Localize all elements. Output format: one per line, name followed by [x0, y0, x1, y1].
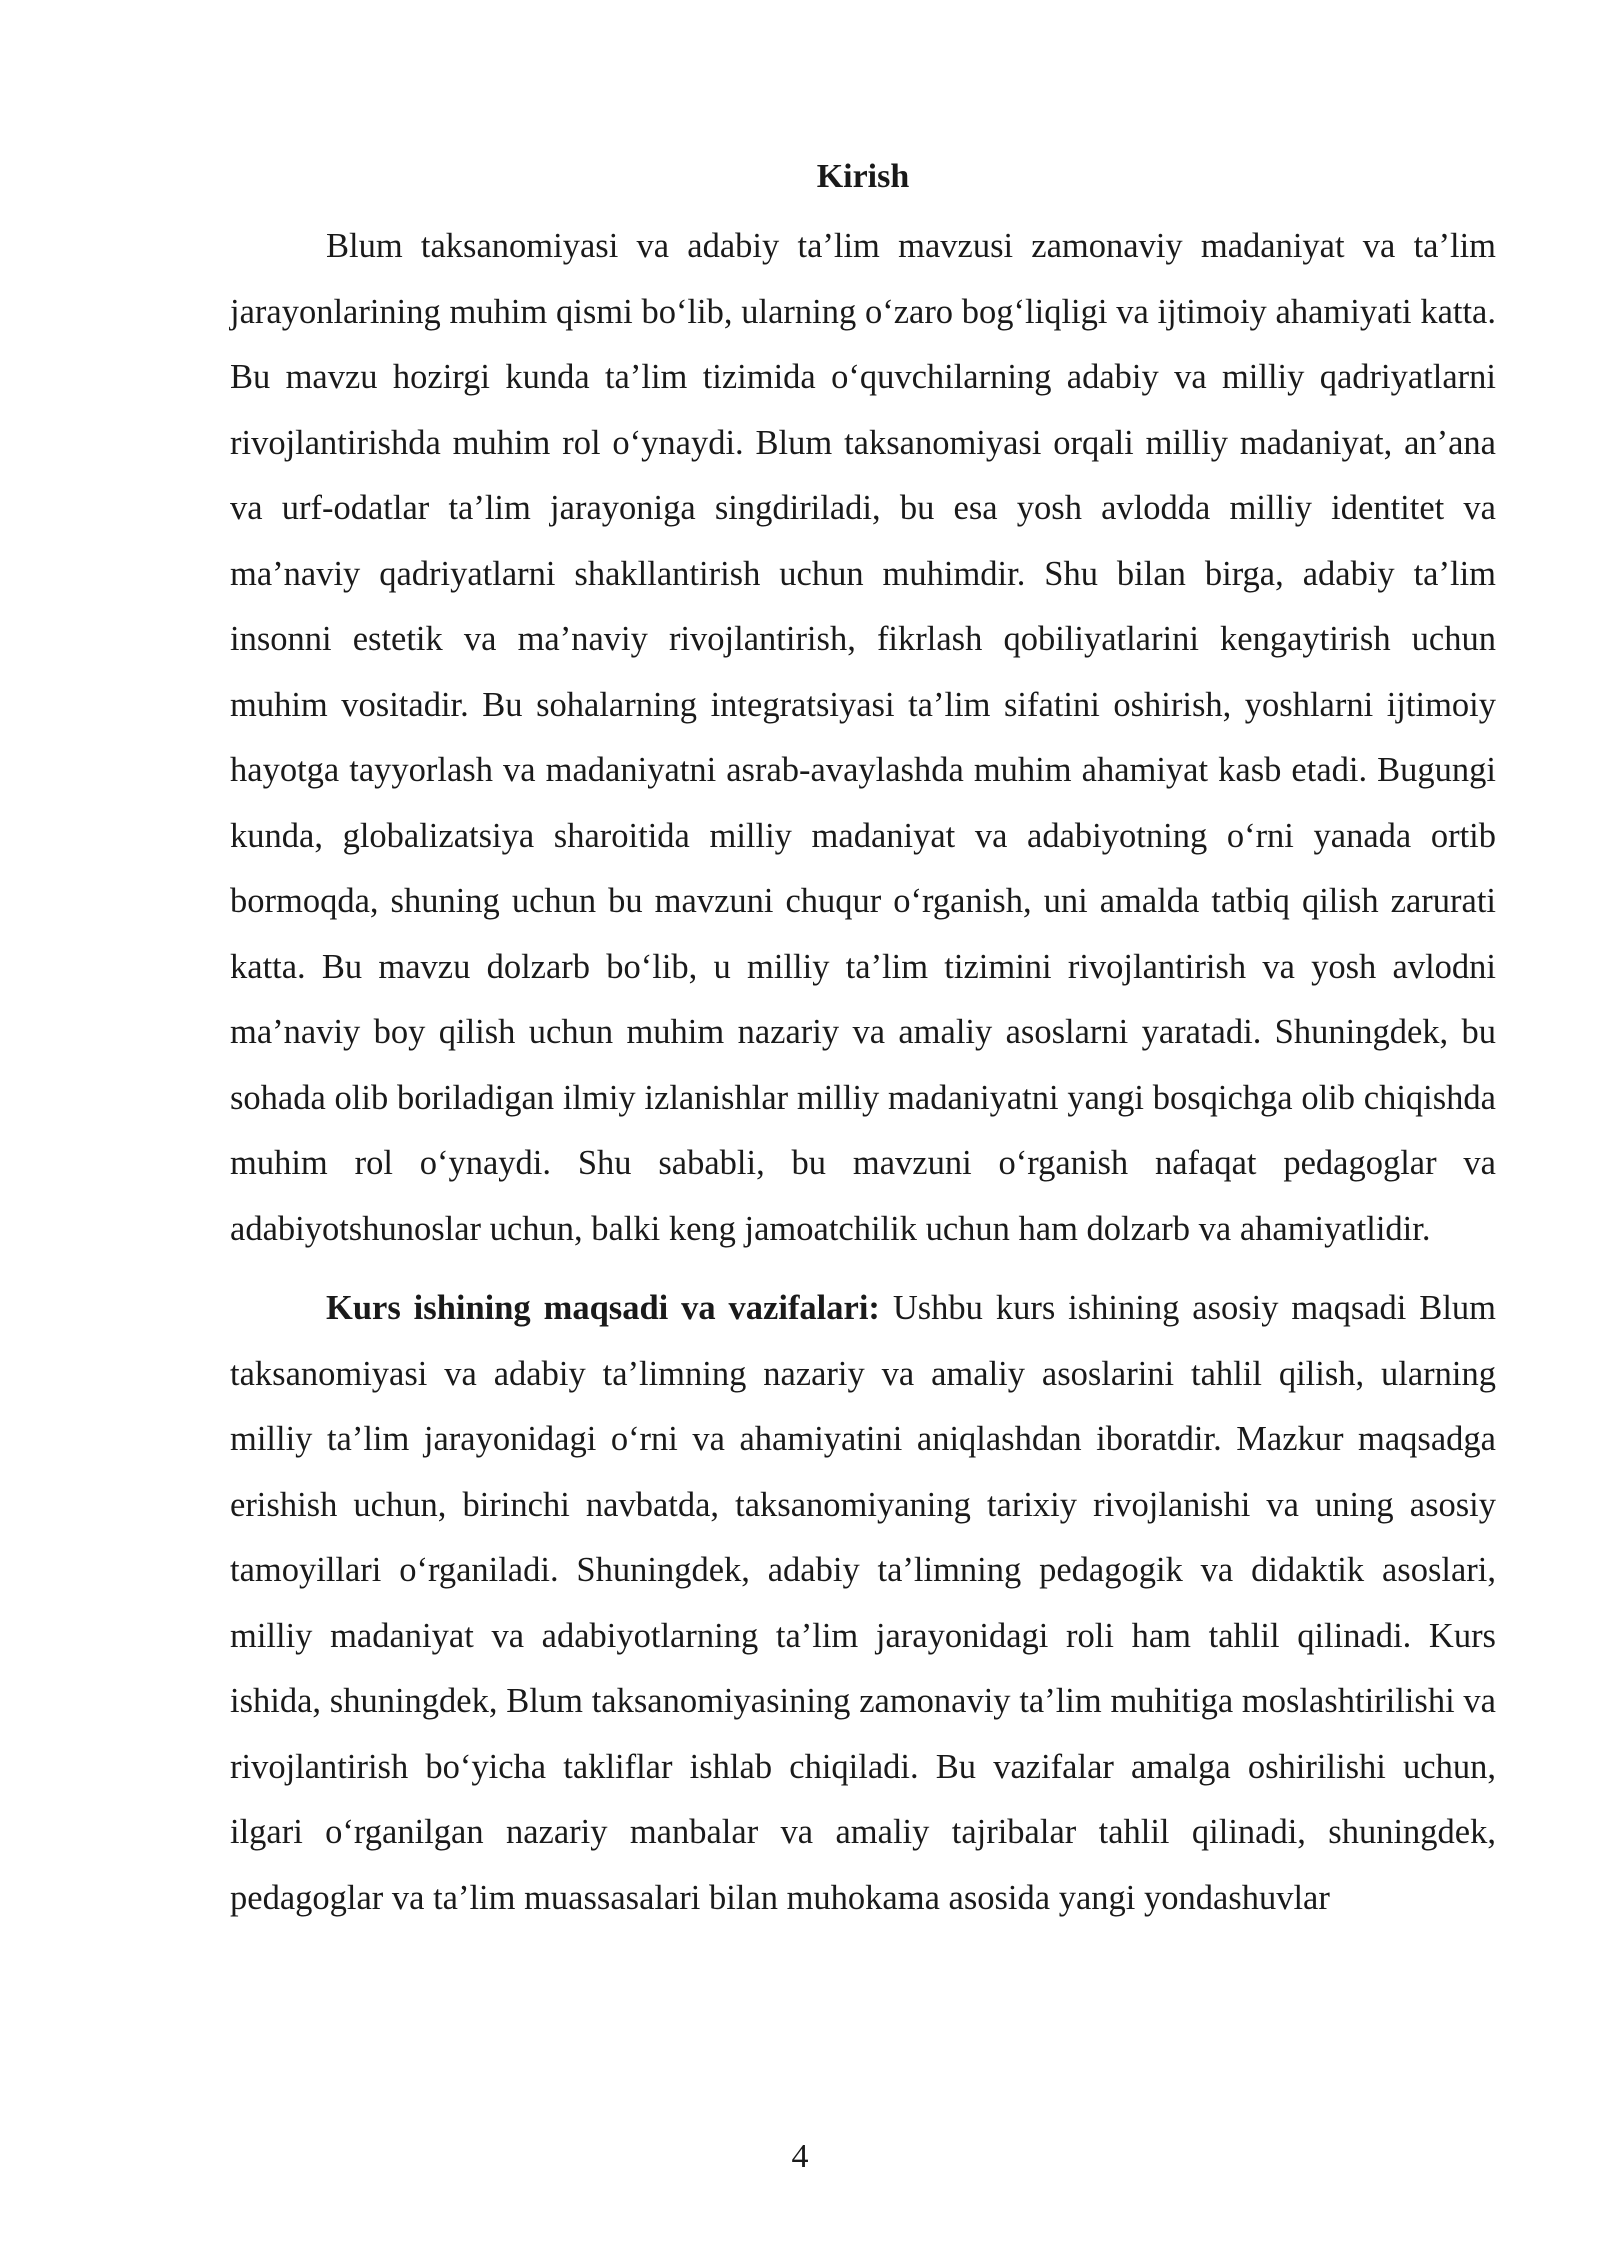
intro-paragraph: Blum taksanomiyasi va adabiy ta’lim mavzusi zamonaviy madaniyat va ta’lim jarayonlarining muhim qismi bo‘lib, ularning o‘zaro bog‘liqligi va ijtimoiy ahamiyati katta. Bu mavzu hozirgi kunda ta’lim tizimida o‘quvchilarning adabiy va milliy qadriyatlarni rivojlantirishda muhim rol o‘ynaydi. Blum taksanomiyasi orqali milliy madaniyat, an’ana va urf-odatlar ta’lim jarayoniga singdiriladi, bu esa yosh avlodda milliy identitet va ma’naviy qadriyatlarni shakllantirish uchun muhimdir. Shu bilan birga, adabiy ta’lim insonni estetik va ma’naviy rivojlantirish, fikrlash qobiliyatlarini kengaytirish uchun muhim vositadir. Bu sohalarning integratsiyasi ta’lim sifatini oshirish, yoshlarni ijtimoiy hayotga tayyorlash va madaniyatni asrab-avaylashda muhim ahamiyat kasb etadi. Bugungi kunda, globalizatsiya sharoitida milliy madaniyat va adabiyotning o‘rni yanada ortib bormoqda, shuning uchun bu mavzuni chuqur o‘rganish, uni amalda tatbiq qilish zarurati katta. Bu mavzu dolzarb bo‘lib, u milliy ta’lim tizimini rivojlantirish va yosh avlodni ma’naviy boy qilish uchun muhim nazariy va amaliy asoslarni yaratadi. Shuningdek, bu sohada olib boriladigan ilmiy izlanishlar milliy madaniyatni yangi bosqichga olib chiqishda muhim rol o‘ynaydi. Shu sababli, bu mavzuni o‘rganish nafaqat pedagoglar va adabiyotshunoslar uchun, balki keng jamoatchilik uchun ham dolzarb va ahamiyatlidir.	[230, 227, 1496, 1248]
goals-paragraph-body: Ushbu kurs ishining asosiy maqsadi Blum taksanomiyasi va adabiy ta’limning nazariy va amaliy asoslarini tahlil qilish, ularning milliy ta’lim jarayonidagi o‘rni va ahamiyatini aniqlashdan iboratdir. Mazkur maqsadga erishish uchun, birinchi navbatda, taksanomiyaning tarixiy rivojlanishi va uning asosiy tamoyillari o‘rganiladi. Shuningdek, adabiy ta’limning pedagogik va didaktik asoslari, milliy madaniyat va adabiyotlarning ta’lim jarayonidagi roli ham tahlil qilinadi. Kurs ishida, shuningdek, Blum taksanomiyasining zamonaviy ta’lim muhitiga moslashtirilishi va rivojlantirish bo‘yicha takliflar ishlab chiqiladi. Bu vazifalar amalga oshirilishi uchun, ilgari o‘rganilgan nazariy manbalar va amaliy tajribalar tahlil qilinadi, shuningdek, pedagoglar va ta’lim muassasalari bilan muhokama asosida yangi yondashuvlar	[230, 1289, 1496, 1917]
page-content	[230, 148, 1496, 1931]
goals-paragraph-lead: Kurs ishining maqsadi va vazifalari:	[326, 1289, 880, 1327]
page-number: 4	[791, 2138, 809, 2175]
section-heading: Kirish	[816, 158, 910, 195]
goals-paragraph	[230, 1276, 1496, 1931]
